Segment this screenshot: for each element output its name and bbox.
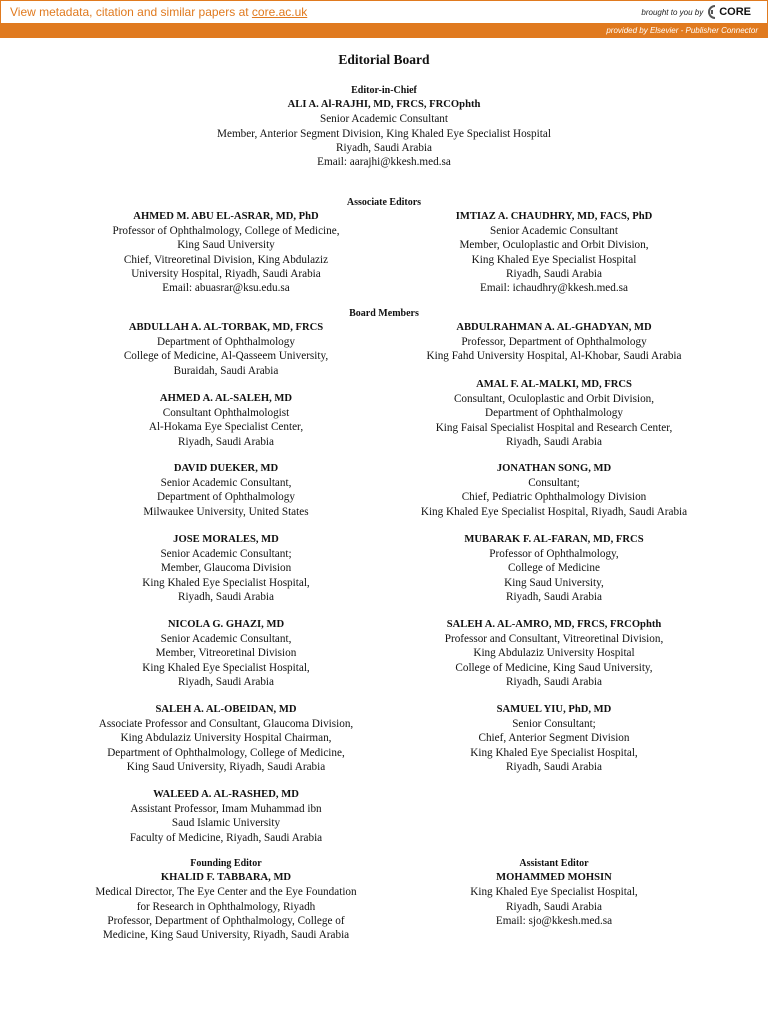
core-metadata-text (10, 5, 307, 19)
member-name: SAMUEL YIU, PhD, MD (496, 704, 612, 715)
board-member (388, 378, 720, 449)
member-line: Senior Academic Consultant, (160, 633, 292, 646)
member-line: Department of Ophthalmology, College of Medicine, (107, 746, 345, 759)
board-member (388, 618, 720, 689)
board-member (60, 703, 392, 774)
founding-editor-line: Medicine, King Saud University, Riyadh, Saudi Arabia (102, 929, 350, 942)
founding-editor-line: Professor, Department of Ophthalmology, College of (107, 914, 345, 927)
assistant-editor-line: King Khaled Eye Specialist Hospital, (470, 886, 638, 899)
member-line: Faculty of Medicine, Riyadh, Saudi Arabia (129, 831, 323, 844)
board-member (60, 392, 392, 449)
member-line: Associate Professor and Consultant, Glaucoma Division, (98, 718, 354, 731)
member-line: Consultant, Oculoplastic and Orbit Division, (453, 393, 655, 406)
member-line: Consultant Ophthalmologist (162, 407, 290, 420)
editor-in-chief-name: ALI A. Al-RAJHI, MD, FRCS, FRCOphth (287, 99, 481, 111)
board-member (388, 321, 720, 364)
associate-editor-line: King Khaled Eye Specialist Hospital (471, 253, 637, 266)
member-line: Riyadh, Saudi Arabia (177, 590, 274, 603)
member-line: Assistant Professor, Imam Muhammad ibn (130, 803, 322, 816)
editor-in-chief-email: Email: aarajhi@kkesh.med.sa (317, 156, 451, 169)
member-line: College of Medicine, Al-Qasseem University, (123, 350, 329, 363)
board-member (60, 788, 392, 845)
member-line: College of Medicine (508, 562, 600, 575)
associate-editor-left (60, 210, 392, 295)
member-line: Riyadh, Saudi Arabia (505, 760, 602, 773)
brought-by-text: brought to you by (641, 7, 704, 17)
founding-editor-line: Medical Director, The Eye Center and the Eye Foundation (95, 886, 357, 899)
editor-in-chief-block (0, 84, 768, 169)
core-link[interactable]: core.ac.uk (251, 5, 308, 19)
member-line: Chief, Pediatric Ophthalmology Division (461, 491, 647, 504)
member-line: Riyadh, Saudi Arabia (505, 590, 602, 603)
member-name: AHMED A. AL-SALEH, MD (159, 393, 293, 404)
member-line: Riyadh, Saudi Arabia (177, 675, 274, 688)
member-line: Senior Consultant; (512, 718, 596, 731)
editor-in-chief-role: Editor-in-Chief (351, 85, 417, 96)
member-line: Member, Glaucoma Division (160, 562, 292, 575)
member-line: Department of Ophthalmology (485, 407, 623, 420)
assistant-editor-block (388, 857, 720, 928)
member-line: King Saud University, (504, 576, 604, 589)
assistant-editor-role: Assistant Editor (519, 858, 589, 869)
member-line: King Abdulaziz University Hospital Chairman, (120, 732, 332, 745)
core-logo[interactable] (707, 5, 751, 19)
member-line: College of Medicine, King Saud University, (455, 661, 653, 674)
associate-editor-name: AHMED M. ABU EL-ASRAR, MD, PhD (133, 211, 319, 222)
member-line: Member, Vitreoretinal Division (155, 647, 297, 660)
member-line: King Khaled Eye Specialist Hospital, (142, 661, 310, 674)
associate-editors-heading: Associate Editors (346, 197, 422, 208)
associate-editor-line: Member, Oculoplastic and Orbit Division, (459, 239, 649, 252)
associate-editor-line: Chief, Vitreoretinal Division, King Abdulaziz (123, 253, 329, 266)
founding-editor-block (60, 857, 392, 942)
member-name: DAVID DUEKER, MD (173, 463, 279, 474)
member-line: Senior Academic Consultant, (160, 477, 292, 490)
provider-bar (0, 24, 768, 38)
board-member (60, 618, 392, 689)
member-line: King Fahd University Hospital, Al-Khobar, Saudi Arabia (426, 350, 682, 363)
assistant-editor-email: Email: sjo@kkesh.med.sa (495, 914, 613, 927)
member-line: King Faisal Specialist Hospital and Research Center, (435, 421, 673, 434)
board-member (60, 321, 392, 378)
member-line: Riyadh, Saudi Arabia (505, 435, 602, 448)
member-line: Department of Ophthalmology (157, 336, 295, 349)
member-name: SALEH A. AL-AMRO, MD, FRCS, FRCOphth (446, 619, 662, 630)
associate-editor-line: Riyadh, Saudi Arabia (505, 267, 602, 280)
member-line: King Saud University, Riyadh, Saudi Arabia (126, 760, 326, 773)
associate-editor-line: University Hospital, Riyadh, Saudi Arabia (131, 267, 321, 280)
member-line: Consultant; (528, 477, 580, 490)
associate-editor-line: King Saud University (177, 239, 275, 252)
founding-editor-line: for Research in Ophthalmology, Riyadh (136, 900, 316, 913)
editor-in-chief-line: Riyadh, Saudi Arabia (335, 141, 432, 154)
member-line: Buraidah, Saudi Arabia (173, 364, 279, 377)
member-line: Professor and Consultant, Vitreoretinal Division, (444, 633, 664, 646)
core-logo-icon (707, 5, 717, 19)
founding-editor-role: Founding Editor (190, 858, 262, 869)
member-line: Saud Islamic University (171, 817, 281, 830)
board-member (388, 533, 720, 604)
member-name: JOSE MORALES, MD (173, 534, 279, 545)
member-line: Al-Hokama Eye Specialist Center, (148, 421, 304, 434)
member-line: Professor of Ophthalmology, (489, 548, 619, 561)
board-members-heading: Board Members (349, 308, 419, 319)
core-banner (0, 0, 768, 24)
associate-editor-email: Email: abuasrar@ksu.edu.sa (162, 282, 290, 295)
member-name: AMAL F. AL-MALKI, MD, FRCS (476, 379, 632, 390)
member-line: Riyadh, Saudi Arabia (177, 435, 274, 448)
member-name: MUBARAK F. AL-FARAN, MD, FRCS (464, 534, 644, 545)
associate-editor-email: Email: ichaudhry@kkesh.med.sa (480, 282, 628, 295)
member-line: Milwaukee University, United States (143, 505, 309, 518)
member-name: JONATHAN SONG, MD (496, 463, 612, 474)
assistant-editor-name: MOHAMMED MOHSIN (496, 872, 612, 884)
member-line: King Khaled Eye Specialist Hospital, (142, 576, 310, 589)
member-name: SALEH A. AL-OBEIDAN, MD (155, 704, 297, 715)
board-member (60, 462, 392, 519)
board-member (388, 462, 720, 519)
core-brought-by (641, 5, 751, 19)
member-name: WALEED A. AL-RASHED, MD (153, 789, 299, 800)
board-member (388, 703, 720, 774)
editor-in-chief-line: Senior Academic Consultant (319, 113, 448, 126)
member-line: Professor, Department of Ophthalmology (461, 336, 647, 349)
member-line: King Khaled Eye Specialist Hospital, Riyadh, Saudi Arabia (420, 505, 688, 518)
member-name: NICOLA G. GHAZI, MD (167, 619, 285, 630)
associate-editor-line: Senior Academic Consultant (489, 225, 618, 238)
core-logo-text: CORE (719, 6, 751, 18)
core-metadata-label: View metadata, citation and similar papers at (10, 5, 252, 19)
member-line: Chief, Anterior Segment Division (478, 732, 630, 745)
member-name: ABDULLAH A. AL-TORBAK, MD, FRCS (128, 322, 324, 333)
associate-editor-name: IMTIAZ A. CHAUDHRY, MD, FACS, PhD (455, 211, 653, 222)
founding-editor-name: KHALID F. TABBARA, MD (160, 872, 292, 884)
editor-in-chief-line: Member, Anterior Segment Division, King Khaled Eye Specialist Hospital (217, 127, 551, 140)
page-title: Editorial Board (338, 52, 430, 67)
member-line: Department of Ophthalmology (157, 491, 295, 504)
board-member (60, 533, 392, 604)
associate-editor-line: Professor of Ophthalmology, College of Medicine, (112, 225, 340, 238)
associate-editor-right (388, 210, 720, 295)
member-line: King Khaled Eye Specialist Hospital, (470, 746, 638, 759)
member-line: King Abdulaziz University Hospital (473, 647, 635, 660)
member-name: ABDULRAHMAN A. AL-GHADYAN, MD (456, 322, 652, 333)
provided-by-text: provided by Elsevier - Publisher Connector (606, 26, 758, 35)
member-line: Riyadh, Saudi Arabia (505, 675, 602, 688)
member-line: Senior Academic Consultant; (160, 548, 292, 561)
assistant-editor-line: Riyadh, Saudi Arabia (505, 900, 602, 913)
